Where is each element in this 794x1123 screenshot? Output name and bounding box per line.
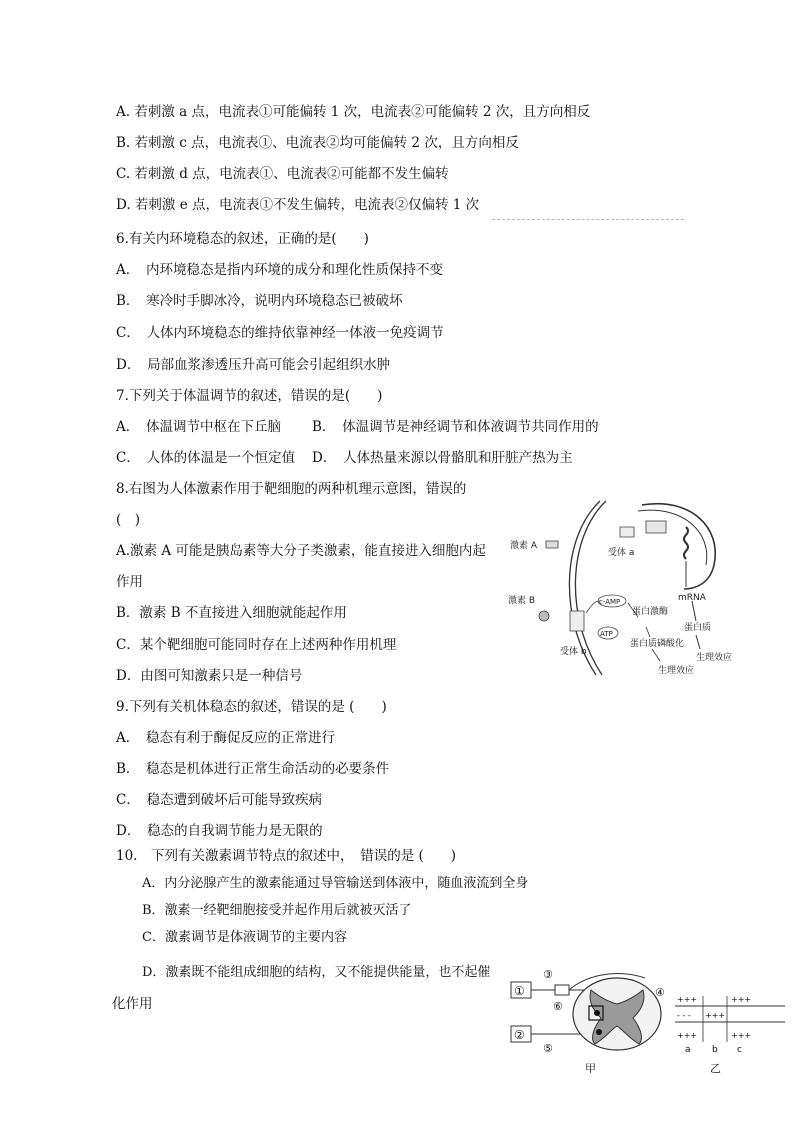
q7-option-d: D． 人体热量来源以骨骼肌和肝脏产热为主 <box>312 450 573 466</box>
q6-option-a: A． 内环境稳态是指内环境的成分和理化性质保持不变 <box>116 262 443 278</box>
q9-option-a: A． 稳态有利于酶促反应的正常进行 <box>116 730 335 746</box>
divider <box>492 219 684 220</box>
effect-arrow-2 <box>652 649 660 661</box>
hormone-a-shape <box>546 541 558 548</box>
q5-option-c: C. 若刺激 d 点，电流表①、电流表②可能都不发生偏转 <box>116 166 449 182</box>
camp-arrow <box>586 601 600 613</box>
neuron-body-1 <box>594 1010 600 1016</box>
q6-stem: 6.有关内环境稳态的叙述，正确的是( ) <box>116 231 369 247</box>
q9-stem: 9.下列有关机体稳态的叙述，错误的是 ( ) <box>116 699 387 715</box>
q8-stem: 8.右图为人体激素作用于靶细胞的两种机理示意图，错误的 <box>116 481 467 497</box>
label-c: c <box>737 1045 742 1055</box>
q9-option-b: B． 稳态是机体进行正常生命活动的必要条件 <box>116 761 390 777</box>
q8-option-a-cont: 作用 <box>116 574 143 590</box>
q6-option-c: C． 人体内环境稳态的维持依靠神经一体液一免疫调节 <box>116 325 444 341</box>
receptor-a-shape <box>620 527 634 537</box>
q9-option-c: C． 稳态遭到破坏后可能导致疾病 <box>116 792 323 808</box>
hormone-mechanism-diagram <box>500 497 740 677</box>
q6-option-b: B． 寒冷时手脚冰冷，说明内环境稳态已被破坏 <box>116 293 403 309</box>
q10-option-c: C．激素调节是体液调节的主要内容 <box>142 930 347 945</box>
q8-option-c: C．某个靶细胞可能同时存在上述两种作用机理 <box>116 637 397 653</box>
camp-label: c-AMP <box>599 598 621 606</box>
label-yi: 乙 <box>710 1062 721 1075</box>
label-jia: 甲 <box>585 1062 596 1075</box>
hormone-b-label: 激素 B <box>508 596 536 606</box>
q5-option-a: A. 若刺激 a 点，电流表①可能偏转 1 次，电流表②可能偏转 2 次，且方向相反 <box>116 104 591 120</box>
q7-stem: 7.下列关于体温调节的叙述，错误的是( ) <box>116 388 383 404</box>
q5-option-d: D. 若刺激 e 点，电流表①不发生偏转，电流表②仅偏转 1 次 <box>116 197 480 213</box>
effect-arrow-1 <box>696 635 700 649</box>
q7-option-a: A． 体温调节中枢在下丘脑 <box>116 419 281 435</box>
q6-option-d: D． 局部血浆渗透压升高可能会引起组织水肿 <box>116 357 391 373</box>
nucleus-outer <box>642 504 715 589</box>
protein-label: 蛋白质 <box>684 623 712 633</box>
q10-option-d: D．激素既不能组成细胞的结构，又不能提供能量，也不起催 <box>142 965 491 980</box>
effect-label-1: 生理效应 <box>696 653 733 663</box>
hormone-b-shape <box>539 611 549 621</box>
q10-option-b: B．激素一经靶细胞接受并起作用后就被灭活了 <box>142 903 412 918</box>
label-5: ⑤ <box>543 1042 553 1055</box>
minus-row: - - - <box>677 1011 691 1020</box>
bottom-charge-row-2: +++ <box>731 1031 752 1040</box>
spinal-cord-diagram <box>505 960 794 1080</box>
top-charge-row: +++ <box>677 995 698 1004</box>
protein-arrow <box>692 601 696 621</box>
q7-option-c: C． 人体的体温是一个恒定值 <box>116 450 296 466</box>
phosphorylation-label: 蛋白质磷酸化 <box>630 639 685 649</box>
label-6: ⑥ <box>553 1000 563 1013</box>
hormone-receptor-complex <box>646 521 666 533</box>
label-4: ④ <box>655 986 665 999</box>
effect-label-2: 生理效应 <box>658 666 695 676</box>
q10-option-a: A．内分泌腺产生的激素能通过导管输送到体液中，随血液流到全身 <box>142 876 529 891</box>
q10-stem: 10. 下列有关激素调节特点的叙述中， 错误的是 ( ) <box>116 848 457 864</box>
receptor-b-shape <box>570 611 584 631</box>
top-charge-row-2: +++ <box>731 995 752 1004</box>
q8-option-d: D．由图可知激素只是一种信号 <box>116 668 303 684</box>
hormone-a-label: 激素 A <box>510 541 538 551</box>
q5-option-b: B. 若刺激 c 点，电流表①、电流表②均可能偏转 2 次，且方向相反 <box>116 135 519 151</box>
receptor-a-label: 受体 a <box>608 548 635 558</box>
label-a: a <box>685 1045 691 1055</box>
atp-label: ATP <box>600 630 613 638</box>
bottom-charge-row: +++ <box>677 1031 698 1040</box>
q7-option-b: B． 体温调节是神经调节和体液调节共同作用的 <box>312 419 599 435</box>
phospho-arrow <box>646 627 650 637</box>
dna-helix <box>684 527 688 559</box>
q8-paren: ( ) <box>116 512 141 528</box>
q9-option-d: D． 稳态的自我调节能力是无限的 <box>116 823 323 839</box>
box1-number: ① <box>514 984 525 998</box>
q8-option-b: B．激素 B 不直接进入细胞就能起作用 <box>116 605 347 621</box>
label-b: b <box>712 1045 718 1055</box>
mid-charge-row: +++ <box>705 1011 726 1020</box>
q10-option-d-cont: 化作用 <box>112 996 153 1012</box>
q8-option-a: A.激素 A 可能是胰岛素等大分子类激素，能直接进入细胞内起 <box>116 543 486 559</box>
label-3: ③ <box>543 968 553 981</box>
nucleus-inner <box>638 510 707 565</box>
ganglion-3 <box>555 985 569 995</box>
receptor-b-label: 受体 b <box>560 647 587 657</box>
membrane-potential-diagram <box>675 995 785 1075</box>
protein-kinase-label: 蛋白激酶 <box>632 607 669 617</box>
neuron-body-2 <box>596 1029 602 1035</box>
box2-number: ② <box>514 1028 525 1042</box>
mrna-label: mRNA <box>678 593 706 603</box>
